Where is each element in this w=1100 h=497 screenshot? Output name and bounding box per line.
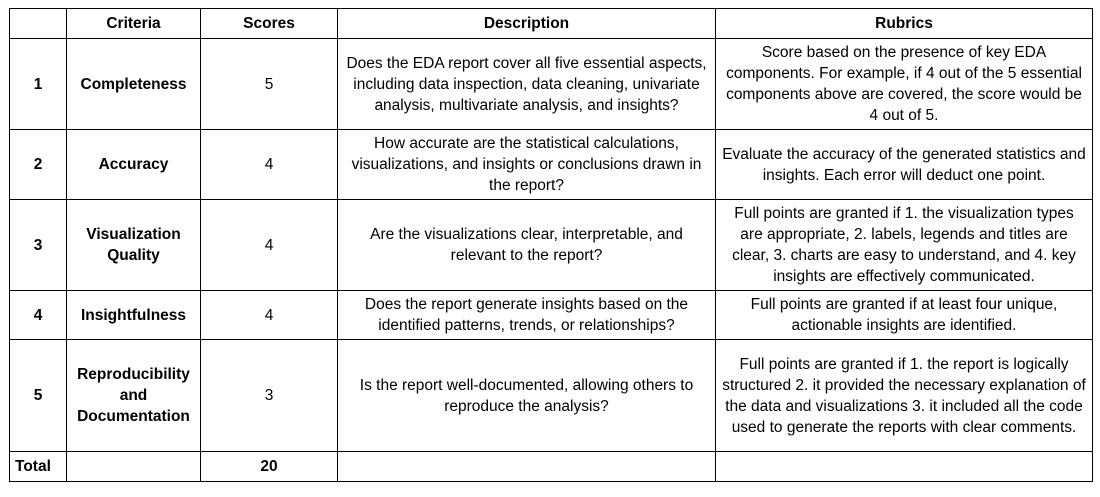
rubric-cell: Full points are granted if 1. the visualization types are appropriate, 2. labels, legends and titles are clear, 3. charts are easy to understand, and 4. key insights are effectively communicated. [716, 200, 1093, 291]
row-number: 3 [10, 200, 67, 291]
total-criteria-cell [67, 452, 201, 482]
row-number: 4 [10, 291, 67, 340]
score-cell: 4 [201, 291, 338, 340]
header-scores: Scores [201, 9, 338, 39]
description-cell: Does the EDA report cover all five essential aspects, including data inspection, data cleaning, univariate analysis, multivariate analysis, and insights? [338, 39, 716, 130]
criteria-cell: Visualization Quality [67, 200, 201, 291]
header-row [10, 9, 1093, 39]
rubric-cell: Score based on the presence of key EDA components. For example, if 4 out of the 5 essential components above are covered, the score would be 4 out of 5. [716, 39, 1093, 130]
eda-rubric-table [9, 8, 1093, 482]
criteria-cell: Insightfulness [67, 291, 201, 340]
table-row [10, 340, 1093, 452]
criteria-cell: Completeness [67, 39, 201, 130]
description-cell: How accurate are the statistical calculations, visualizations, and insights or conclusions drawn in the report? [338, 130, 716, 200]
rubric-cell: Full points are granted if at least four unique, actionable insights are identified. [716, 291, 1093, 340]
description-cell: Is the report well-documented, allowing others to reproduce the analysis? [338, 340, 716, 452]
description-cell: Are the visualizations clear, interpretable, and relevant to the report? [338, 200, 716, 291]
table-row [10, 291, 1093, 340]
criteria-cell: Accuracy [67, 130, 201, 200]
score-cell: 4 [201, 200, 338, 291]
table-row [10, 130, 1093, 200]
total-score: 20 [201, 452, 338, 482]
row-number: 2 [10, 130, 67, 200]
score-cell: 5 [201, 39, 338, 130]
description-cell: Does the report generate insights based on the identified patterns, trends, or relationships? [338, 291, 716, 340]
criteria-cell: Reproducibility and Documentation [67, 340, 201, 452]
rubric-cell: Evaluate the accuracy of the generated statistics and insights. Each error will deduct one point. [716, 130, 1093, 200]
row-number: 5 [10, 340, 67, 452]
header-description: Description [338, 9, 716, 39]
header-num [10, 9, 67, 39]
header-rubrics: Rubrics [716, 9, 1093, 39]
table-row [10, 200, 1093, 291]
header-criteria: Criteria [67, 9, 201, 39]
total-row [10, 452, 1093, 482]
total-description-cell [338, 452, 716, 482]
table-row [10, 39, 1093, 130]
total-rubric-cell [716, 452, 1093, 482]
rubric-cell: Full points are granted if 1. the report is logically structured 2. it provided the necessary explanation of the data and visualizations 3. it included all the code used to generate the reports with clear comments. [716, 340, 1093, 452]
score-cell: 3 [201, 340, 338, 452]
total-label: Total [10, 452, 67, 482]
score-cell: 4 [201, 130, 338, 200]
row-number: 1 [10, 39, 67, 130]
